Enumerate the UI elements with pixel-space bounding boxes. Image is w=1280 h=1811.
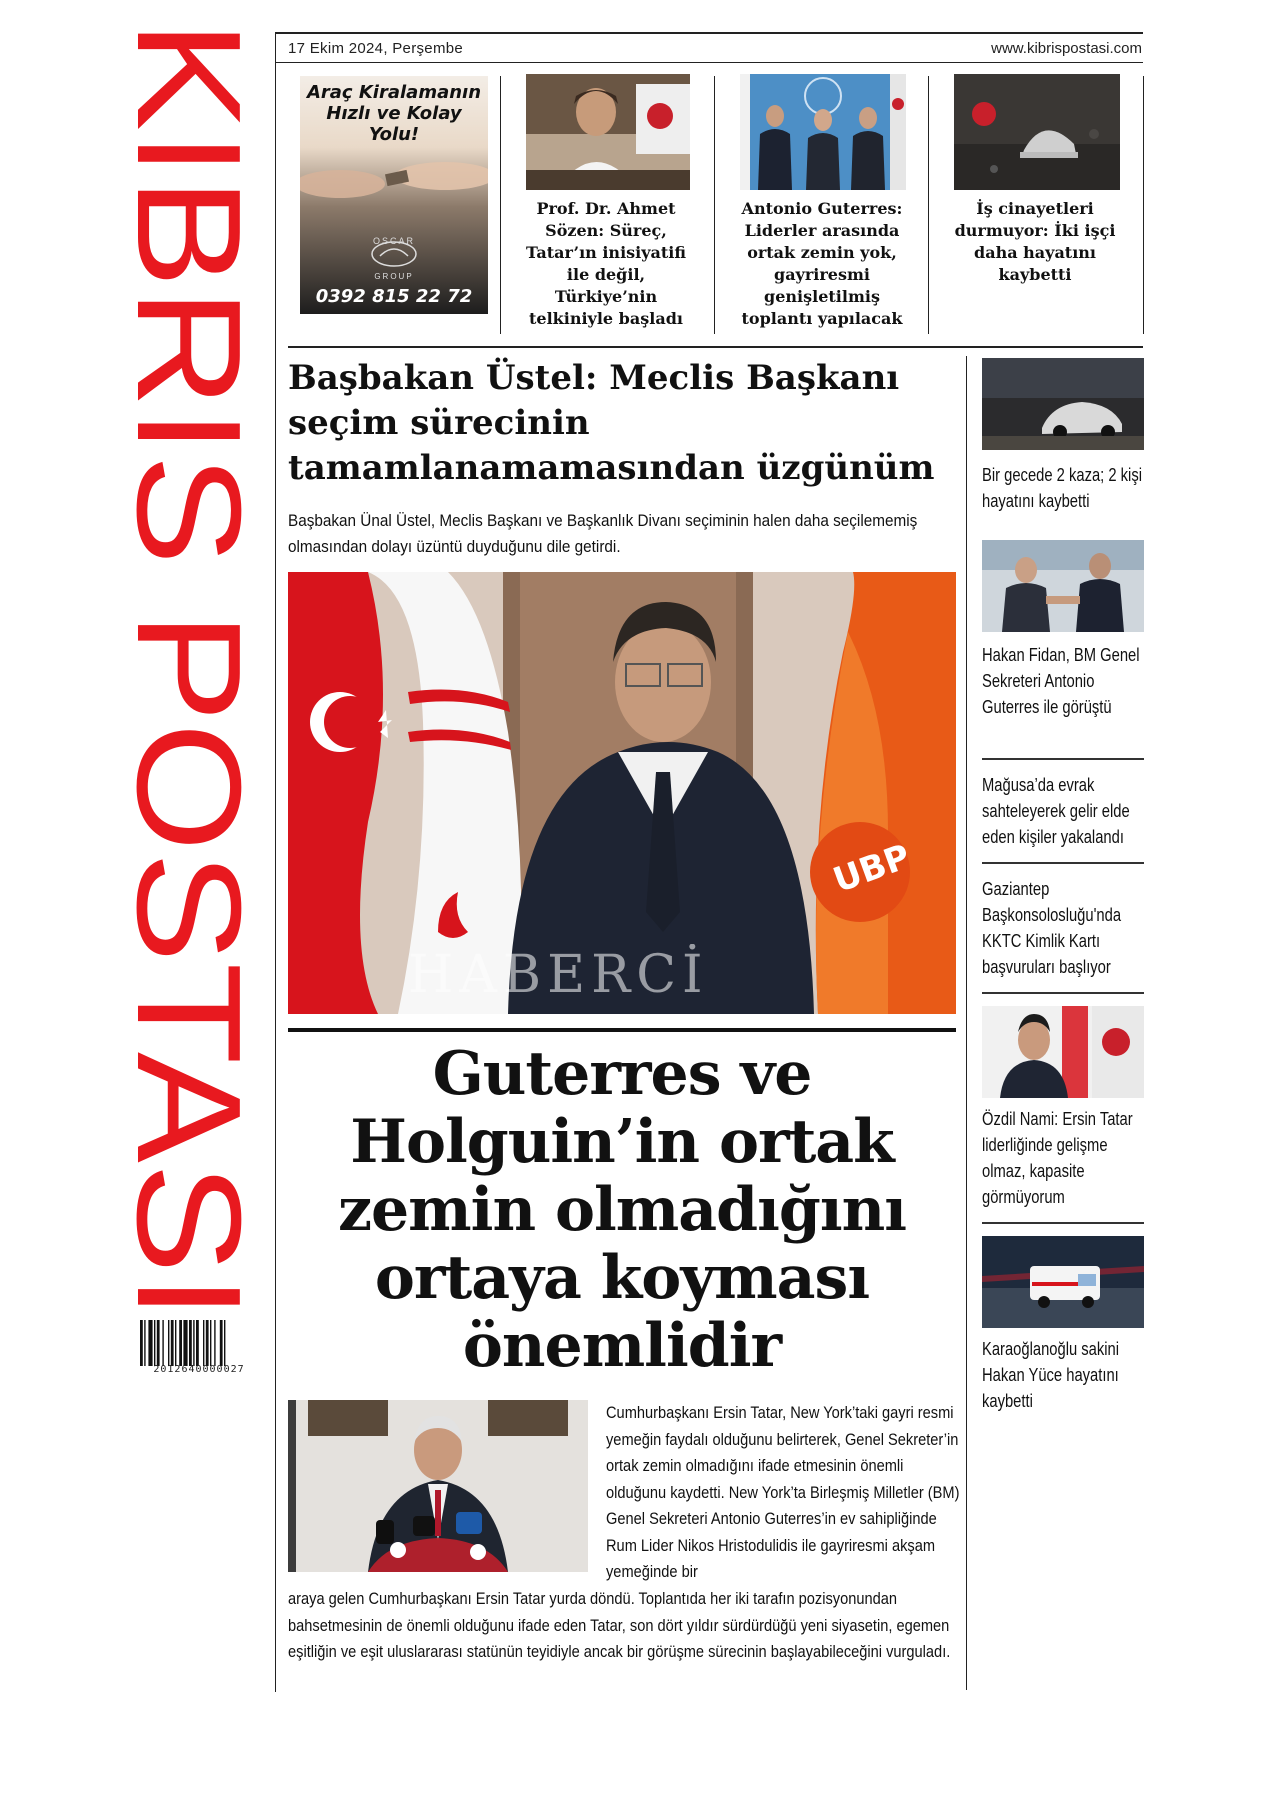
story2-body-bottom <box>288 1586 962 1666</box>
barcode-bar <box>157 1320 160 1366</box>
main-lead: Başbakan Ünal Üstel, Meclis Başkanı ve Başkanlık Divanı seçiminin halen daha seçilememiş olmasından dolayı üzüntü duyduğunu dile getirdi. <box>288 511 918 556</box>
ad-headline <box>300 82 488 145</box>
sidebar-divider <box>982 862 1144 864</box>
barcode-bar <box>144 1320 145 1366</box>
ad-phone: 0392 815 22 72 <box>315 286 473 307</box>
top-story-1-photo <box>526 74 690 190</box>
sidebar-6-title[interactable]: Karaoğlanoğlu sakini Hakan Yüce hayatını kaybetti <box>982 1339 1120 1411</box>
strip-separator <box>500 76 501 334</box>
top-story-1[interactable] <box>522 74 690 336</box>
sidebar-2-title[interactable]: Hakan Fidan, BM Genel Sekreteri Antonio Guterres ile görüştü <box>982 645 1140 717</box>
top-story-3-photo <box>954 74 1120 190</box>
strip-bottom-rule <box>288 346 1143 348</box>
story2-body-bottom-text: araya gelen Cumhurbaşkanı Ersin Tatar yurda döndü. Toplantıda her iki tarafın pozisyonundan bahsetmesinin de önemli olduğunu ifade eden Tatar, son dört yıldır sürdürdüğü yeni siyasetin, egemen eşitliğin ve eşit uluslararası statünün teyidiyle ancak bir görüşme sürecinin başlayabileceğini vurguladı. <box>288 1589 951 1661</box>
barcode-bar <box>154 1320 155 1366</box>
sidebar-6-photo[interactable] <box>982 1236 1144 1328</box>
photo-watermark: HABERCİ <box>408 945 709 1005</box>
main-headline[interactable]: Başbakan Üstel: Meclis Başkanı seçim sürecinin tamamlanamamasından üzgünüm <box>288 358 935 488</box>
sidebar-3-title[interactable]: Mağusa’da evrak sahteleyerek gelir elde eden kişiler yakalandı <box>982 775 1130 847</box>
ad-headline-line3: Yolu! <box>368 124 420 145</box>
sidebar-5-title[interactable]: Özdil Nami: Ersin Tatar liderliğinde gelişme olmaz, kapasite görmüyorum <box>982 1109 1133 1207</box>
car-rental-ad[interactable] <box>300 76 488 314</box>
top-rule <box>275 32 1143 34</box>
story2-body-top-text: Cumhurbaşkanı Ersin Tatar, New York’taki gayri resmi yemeğin faydalı olduğunu belirterek, Genel Sekreter’in ortak zemin olmadığını ifade etmesinin önemli olduğunu kaydetti. New York’ta Birleşmiş Milletler (BM) Genel Sekreteri Antonio Guterres’in ev sahipliğinde Rum Lider Nikos Hristodulidis ile gayriresmi akşam yemeğinde bir <box>606 1403 960 1581</box>
sidebar-1-title[interactable]: Bir gecede 2 kaza; 2 kişi hayatını kaybetti <box>982 465 1142 511</box>
barcode-bar <box>175 1320 176 1366</box>
website-link[interactable]: www.kibrispostasi.com <box>991 40 1142 57</box>
top-story-3-title: İş cinayetleri durmuyor: İki işçi daha hayatını kaybetti <box>954 199 1116 284</box>
left-column-rule <box>275 32 276 1692</box>
barcode-number: 2012640000027 <box>153 1364 245 1375</box>
sidebar-1-photo[interactable] <box>982 358 1144 450</box>
strip-separator <box>714 76 715 334</box>
story2-photo <box>288 1400 588 1572</box>
barcode-bar <box>179 1320 182 1366</box>
top-story-2[interactable] <box>738 74 906 336</box>
top-story-2-title: Antonio Guterres: Liderler arasında ortak zemin yok, gayriresmi genişletilmiş toplantı yapılacak <box>741 199 903 328</box>
barcode-bar <box>168 1320 169 1366</box>
barcode-bar <box>196 1320 199 1366</box>
top-story-2-photo <box>740 74 906 190</box>
story2-rule <box>288 1028 956 1032</box>
barcode-bar <box>206 1320 209 1366</box>
story2-body-top <box>606 1400 962 1586</box>
masthead-title: KIBRIS POSTASI <box>118 20 271 1177</box>
issue-date: 17 Ekim 2024, Perşembe <box>288 40 464 57</box>
top-rule-lower <box>275 62 1143 63</box>
ubp-flag-text: UBP <box>828 836 916 901</box>
sidebar-5-photo[interactable] <box>982 1006 1144 1098</box>
barcode-bar <box>148 1320 152 1366</box>
sidebar-4-title[interactable]: Gaziantep Başkonsolosluğu'nda KKTC Kimlik Kartı başvuruları başlıyor <box>982 879 1122 977</box>
ad-headline-line1: Araç Kiralamanın <box>306 82 482 103</box>
sidebar-rule <box>966 356 967 1690</box>
sidebar-divider <box>982 758 1144 760</box>
barcode-bar <box>203 1320 204 1366</box>
ad-brand: OSCAR <box>372 236 415 246</box>
strip-separator <box>1143 76 1144 334</box>
barcode-bar <box>224 1320 225 1366</box>
barcode-bar <box>220 1320 223 1366</box>
barcode-bar <box>140 1320 143 1366</box>
sidebar-divider <box>982 992 1144 994</box>
top-story-3[interactable] <box>950 74 1120 336</box>
barcode <box>138 1320 260 1370</box>
sidebar-2-photo[interactable] <box>982 540 1144 632</box>
barcode-bar <box>214 1320 215 1366</box>
masthead-logo <box>118 20 278 1320</box>
barcode-bar <box>183 1320 187 1366</box>
barcode-bar <box>210 1320 211 1366</box>
barcode-bar <box>171 1320 174 1366</box>
ad-group: GROUP <box>374 272 414 281</box>
barcode-bar <box>162 1320 163 1366</box>
story2-headline[interactable]: Guterres ve Holguin’in ortak zemin olmadığını ortaya koyması önemlidir <box>337 1039 907 1381</box>
barcode-bar <box>193 1320 194 1366</box>
sidebar-divider <box>982 1222 1144 1224</box>
main-story-photo <box>288 572 956 1014</box>
strip-separator <box>928 76 929 334</box>
ad-headline-line2: Hızlı ve Kolay <box>326 103 462 124</box>
barcode-bar <box>189 1320 192 1366</box>
top-story-1-title: Prof. Dr. Ahmet Sözen: Süreç, Tatar’ın inisiyatifi ile değil, Türkiye’nin telkiniyle başladı <box>525 199 686 328</box>
